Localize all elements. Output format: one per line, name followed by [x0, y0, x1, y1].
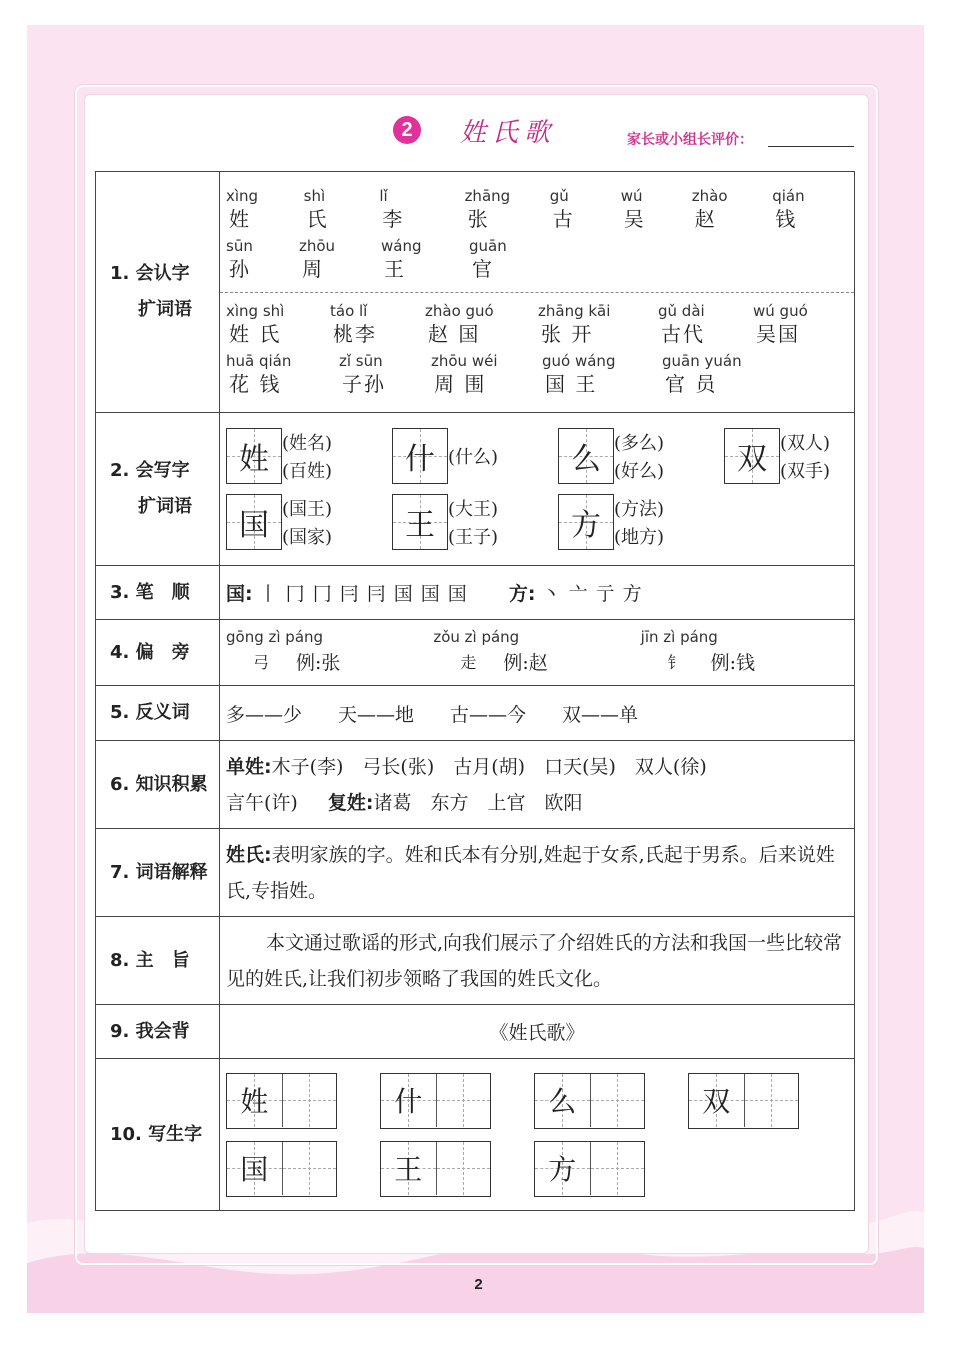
lesson-number-badge: 2	[393, 116, 421, 144]
single-surnames: 木子(李) 弓长(张) 古月(胡) 口天(吴) 双人(徐)	[271, 755, 707, 778]
hanzi: 氏	[306, 206, 329, 231]
stroke-step: 亍	[595, 583, 615, 605]
label-line2: 扩词语	[138, 299, 192, 320]
radical-example: 例:张	[296, 652, 341, 674]
model-cell	[381, 1142, 436, 1195]
radical-glyph: 走	[460, 653, 477, 672]
blank-writing-cell[interactable]	[436, 1074, 491, 1127]
stroke-char-fang: 方:	[508, 583, 536, 605]
hanzi: 赵 国	[428, 321, 481, 346]
radical-item	[226, 628, 433, 675]
stroke-step: 冂	[285, 583, 305, 605]
pinyin: zhōu wéi	[431, 351, 498, 370]
stroke-step: 国	[420, 583, 440, 605]
write-char-item	[226, 494, 392, 550]
stroke-step: 冂	[312, 583, 332, 605]
tian-grid-box	[226, 494, 282, 550]
lesson-title: 姓氏歌	[460, 118, 557, 148]
blank-writing-cell[interactable]	[744, 1074, 799, 1127]
hanzi: 周 围	[434, 371, 487, 396]
model-char: 双	[737, 442, 767, 477]
study-table	[95, 171, 855, 1211]
radical-content	[220, 620, 855, 686]
hanzi: 姓	[229, 206, 251, 231]
word-list	[614, 428, 664, 484]
row-label: 6. 知识积累	[96, 741, 220, 829]
pinyin: shì	[303, 186, 326, 205]
expanded-word: (百姓)	[282, 461, 333, 482]
stroke-step: 丶	[541, 583, 561, 605]
model-char: 姓	[239, 442, 269, 477]
pinyin: xìng shì	[226, 301, 285, 320]
pinyin-item	[379, 186, 464, 232]
word-list	[448, 494, 498, 550]
word-list	[448, 428, 498, 484]
pinyin-item	[431, 351, 542, 397]
pinyin: guān yuán	[662, 351, 742, 370]
radical-example: 例:赵	[503, 652, 548, 674]
explanation-text: 表明家族的字。姓和氏本有分别,姓起于女系,氏起于男系。后来说姓氏,专指姓。	[226, 843, 835, 902]
radical-item	[641, 628, 848, 675]
row-label: 8. 主 旨	[96, 917, 220, 1005]
hanzi: 钱	[775, 206, 798, 231]
model-char: 么	[571, 442, 601, 477]
radical-row	[226, 648, 433, 675]
antonym-pair: 双——单	[562, 703, 639, 726]
model-cell	[381, 1074, 436, 1127]
hanzi: 古代	[661, 321, 705, 346]
antonym-pair: 多——少	[226, 703, 303, 726]
pinyin-item	[658, 301, 753, 347]
pinyin-item	[662, 351, 772, 397]
antonym-list	[226, 688, 848, 739]
row-stroke-order	[96, 566, 855, 620]
practice-box[interactable]	[534, 1141, 645, 1197]
blank-writing-cell[interactable]	[436, 1142, 491, 1195]
pinyin: wáng	[381, 236, 422, 255]
model-char: 姓	[240, 1085, 269, 1118]
write-char-item	[392, 494, 558, 550]
expanded-word: (王子)	[448, 527, 499, 548]
model-cell	[227, 1074, 282, 1127]
row-label: 5. 反义词	[96, 686, 220, 741]
pinyin-item	[753, 301, 843, 347]
practice-box[interactable]	[534, 1073, 645, 1129]
expanded-word: (什么)	[448, 447, 499, 468]
stroke-step: 国	[393, 583, 413, 605]
pinyin-item	[226, 186, 304, 232]
char-row-1	[226, 186, 848, 232]
model-cell	[689, 1074, 744, 1127]
model-cell	[227, 1142, 282, 1195]
row-recite	[96, 1005, 855, 1059]
blank-writing-cell[interactable]	[282, 1074, 337, 1127]
expanded-word: (双人)	[780, 433, 831, 454]
radical-pinyin: zǒu zì páng	[433, 628, 520, 646]
row-practice-writing	[96, 1059, 855, 1211]
radical-glyph: 钅	[667, 653, 684, 672]
pinyin-item	[339, 351, 431, 397]
pinyin-item	[469, 236, 549, 282]
fang-strokes	[542, 583, 650, 605]
word-list	[220, 292, 854, 407]
hanzi: 子孙	[342, 371, 386, 396]
pinyin: zhāng	[464, 186, 511, 205]
word-list	[282, 428, 332, 484]
radical-example: 例:钱	[710, 652, 756, 674]
model-char: 什	[394, 1085, 423, 1118]
pinyin-item	[542, 351, 662, 397]
blank-writing-cell[interactable]	[590, 1142, 645, 1195]
write-char-item	[226, 428, 392, 484]
model-char: 双	[702, 1085, 731, 1118]
row-word-explanation	[96, 829, 855, 917]
radical-glyph: 弓	[252, 653, 269, 672]
write-char-item	[724, 428, 890, 484]
row-label	[96, 172, 220, 413]
pinyin: gǔ	[549, 186, 569, 205]
hanzi: 吴	[623, 206, 646, 231]
row-recognize-chars	[96, 172, 855, 413]
expanded-word: (国王)	[282, 499, 333, 520]
row-write-chars	[96, 413, 855, 566]
write-char-item	[392, 428, 558, 484]
expanded-word: (国家)	[282, 527, 333, 548]
pinyin-item	[621, 186, 692, 232]
row-label: 9. 我会背	[96, 1005, 220, 1059]
hanzi: 官 员	[665, 371, 718, 396]
expanded-word: (方法)	[614, 499, 665, 520]
label-line2: 扩词语	[138, 496, 192, 517]
pinyin: sūn	[226, 236, 253, 255]
radical-pinyin: jīn zì páng	[640, 628, 718, 646]
row-label: 4. 偏 旁	[96, 620, 220, 686]
pinyin: xìng	[226, 186, 259, 205]
model-char: 国	[240, 1153, 269, 1186]
practice-box[interactable]	[380, 1141, 491, 1197]
lesson-header	[0, 112, 957, 152]
hanzi: 王	[384, 256, 406, 281]
model-char: 么	[548, 1085, 577, 1118]
hanzi: 李	[382, 206, 405, 231]
hanzi: 赵	[694, 206, 717, 231]
single-surnames-cont: 言午(许)	[226, 791, 298, 814]
expanded-word: (大王)	[448, 499, 499, 520]
model-char: 方	[548, 1153, 577, 1186]
row-label: 3. 笔 顺	[96, 566, 220, 620]
stroke-step: 国	[447, 583, 467, 605]
pinyin-item	[465, 186, 550, 232]
hanzi: 桃李	[333, 321, 377, 346]
pinyin: zhāng kāi	[538, 301, 611, 320]
pinyin: guó wáng	[542, 351, 616, 370]
expanded-word: (好么)	[614, 461, 665, 482]
recite-content	[220, 1005, 855, 1059]
label-line1: 1. 会认字	[110, 263, 190, 284]
main-idea-text: 本文通过歌谣的形式,向我们展示了介绍姓氏的方法和我国一些比较常见的姓氏,让我们初步领略了我国的姓氏文化。	[226, 931, 843, 990]
model-cell	[535, 1142, 590, 1195]
recognize-content	[220, 172, 855, 413]
tian-grid-box	[558, 494, 614, 550]
practice-box[interactable]	[226, 1141, 337, 1197]
tian-grid-box	[392, 494, 448, 550]
hanzi: 张	[467, 206, 490, 231]
pinyin-item	[226, 351, 339, 397]
compound-surnames: 诸葛 东方 上官 欧阳	[373, 791, 583, 814]
pinyin-item	[226, 301, 330, 347]
expanded-word: (姓名)	[282, 433, 333, 454]
word-list	[282, 494, 332, 550]
explained-term: 姓氏:	[226, 843, 272, 866]
label-line1: 2. 会写字	[110, 460, 190, 481]
write-char-item	[558, 428, 724, 484]
antonym-pair: 天——地	[338, 703, 415, 726]
word-list	[780, 428, 830, 484]
stroke-content	[220, 566, 855, 620]
hanzi: 古	[552, 206, 575, 231]
radical-pinyin: gōng zì páng	[226, 628, 324, 646]
row-main-idea	[96, 917, 855, 1005]
hanzi: 周	[302, 256, 324, 281]
write-content	[220, 413, 855, 566]
tian-grid-box	[226, 428, 282, 484]
blank-writing-cell[interactable]	[282, 1142, 337, 1195]
pinyin-item	[304, 186, 380, 232]
practice-content	[220, 1059, 855, 1211]
expanded-word: (双手)	[780, 461, 831, 482]
radical-row	[433, 648, 640, 675]
row-knowledge	[96, 741, 855, 829]
antonym-pair: 古——今	[450, 703, 527, 726]
pinyin-item	[425, 301, 538, 347]
stroke-step: 冃	[366, 583, 386, 605]
pinyin: zǐ sūn	[339, 351, 383, 370]
stroke-step: 冃	[339, 583, 359, 605]
pinyin: zhào guó	[425, 301, 494, 320]
pinyin-item	[772, 186, 848, 232]
pinyin-item	[299, 236, 381, 282]
row-label: 7. 词语解释	[96, 829, 220, 917]
hanzi: 国 王	[545, 371, 598, 396]
model-char: 王	[394, 1153, 423, 1186]
tian-grid-box	[392, 428, 448, 484]
radical-row	[641, 648, 848, 675]
knowledge-content	[220, 741, 855, 829]
main-idea-content	[220, 917, 855, 1005]
pinyin-item	[330, 301, 425, 347]
recite-title: 《姓氏歌》	[489, 1022, 585, 1044]
row-radicals	[96, 620, 855, 686]
pinyin: lǐ	[379, 186, 388, 205]
expanded-word: (地方)	[614, 527, 665, 548]
practice-grid	[226, 1061, 848, 1209]
word-row-2	[226, 351, 854, 397]
stroke-step: 方	[622, 583, 642, 605]
hanzi: 张 开	[541, 321, 594, 346]
model-char: 什	[405, 442, 435, 477]
pinyin-item	[692, 186, 772, 232]
pinyin: guān	[469, 236, 507, 255]
pinyin: zhōu	[299, 236, 336, 255]
practice-box[interactable]	[226, 1073, 337, 1129]
radical-item	[433, 628, 640, 675]
pinyin-item	[550, 186, 621, 232]
pinyin: táo lǐ	[330, 301, 368, 320]
write-grid	[226, 420, 848, 558]
pinyin: gǔ dài	[658, 301, 705, 320]
evaluation-label: 家长或小组长评价：	[627, 132, 753, 148]
pinyin-item	[538, 301, 658, 347]
antonym-content	[220, 686, 855, 741]
expanded-word: (多么)	[614, 433, 665, 454]
tian-grid-box	[558, 428, 614, 484]
row-label	[96, 413, 220, 566]
pinyin: wú	[620, 186, 643, 205]
radical-list	[226, 622, 848, 683]
practice-box[interactable]	[380, 1073, 491, 1129]
pinyin-item	[381, 236, 469, 282]
explanation-content	[220, 829, 855, 917]
tian-grid-box	[724, 428, 780, 484]
hanzi: 吴国	[756, 321, 800, 346]
pinyin: qián	[772, 186, 805, 205]
word-list	[614, 494, 664, 550]
model-char: 方	[571, 508, 601, 543]
page-number: 2	[474, 1276, 483, 1293]
guo-strokes	[259, 583, 475, 605]
stroke-step: 丨	[258, 583, 278, 605]
pinyin: wú guó	[753, 301, 808, 320]
pinyin-item	[226, 236, 299, 282]
model-cell	[535, 1074, 590, 1127]
hanzi: 姓 氏	[229, 321, 282, 346]
word-row-1	[226, 301, 854, 347]
evaluation-blank[interactable]	[768, 146, 854, 147]
hanzi: 花 钱	[229, 371, 282, 396]
model-char: 王	[405, 508, 435, 543]
blank-writing-cell[interactable]	[590, 1074, 645, 1127]
stroke-step: 亠	[568, 583, 588, 605]
pinyin: huā qián	[226, 351, 292, 370]
single-surname-label: 单姓:	[226, 755, 272, 778]
practice-box[interactable]	[688, 1073, 799, 1129]
model-char: 国	[239, 508, 269, 543]
compound-surname-label: 复姓:	[327, 791, 374, 814]
row-antonyms	[96, 686, 855, 741]
char-list	[226, 178, 848, 292]
char-row-2	[226, 236, 848, 282]
hanzi: 孙	[229, 256, 251, 281]
hanzi: 官	[472, 256, 494, 281]
stroke-char-guo: 国:	[226, 583, 253, 605]
write-char-item	[558, 494, 724, 550]
pinyin: zhào	[691, 186, 728, 205]
row-label: 10. 写生字	[96, 1059, 220, 1211]
